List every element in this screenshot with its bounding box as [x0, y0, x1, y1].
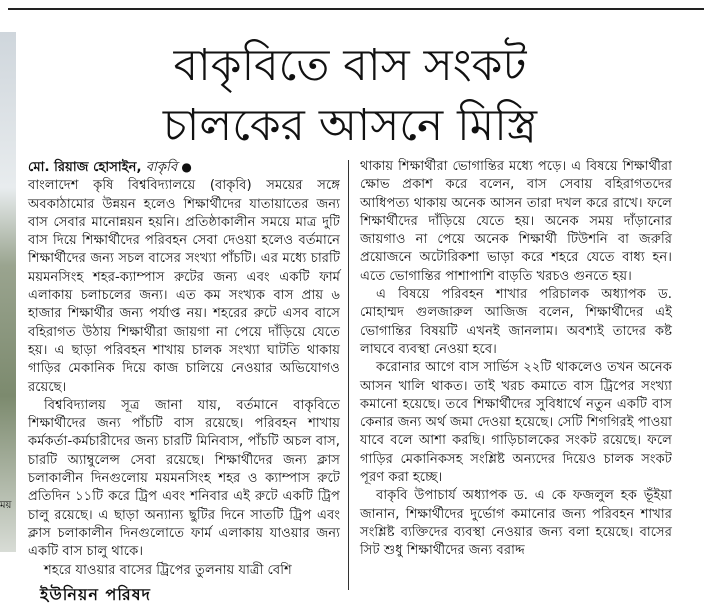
- right-paragraph-4: বাকৃবি উপাচার্য অধ্যাপক ড. এ কে ফজলুল হক ভূঁইয়া জানান, শিক্ষার্থীদের দুর্ভোগ কমানোর জন্য পরিবহন শাখার সংশ্লিষ্ট ব্যক্তিদের ব্যবস্থা নেওয়ার জন্য বলা হয়েছে। বাসের সিট শুধু শিক্ষার্থীদের জন্য বরাদ্দ: [360, 488, 672, 559]
- byline-dot-icon: ●: [181, 160, 192, 174]
- right-paragraph-2: এ বিষয়ে পরিবহন শাখার পরিচালক অধ্যাপক ড. মোহাম্মদ গুলজারুল আজিজ বলেন, শিক্ষার্থীদের এই ভোগান্তির বিষয়টি এখনই জানলাম। অবশ্যই তাদের কষ্ট লাঘবে ব্যবস্থা নেওয়া হবে।: [360, 287, 672, 357]
- top-rule: [8, 8, 704, 10]
- left-column: [28, 158, 340, 580]
- headline-line-2: চালকের আসনে মিস্ত্রি: [162, 100, 538, 151]
- photo-caption-fragment: ময়: [0, 500, 12, 511]
- byline-place: বাকৃবি: [145, 160, 178, 175]
- left-paragraph-2: বিশ্ববিদ্যালয় সূত্র জানা যায়, বর্তমানে বাকৃবিতে শিক্ষার্থীদের জন্য পাঁচটি বাস রয়েছে। পরিবহন শাখায় কর্মকর্তা-কর্মচারীদের জন্য চারটি মিনিবাস, পাঁচটি অচল বাস, চারটি অ্যাম্বুলেন্স সেবা রয়েছে। শিক্ষার্থীদের জন্য ক্লাস চলাকালীন দিনগুলোয় ময়মনসিংহ শহর ও ক্যাম্পাস রুটে প্রতিদিন ১১টি করে ট্রিপ এবং শনিবার এই রুটে একটি ট্রিপ চালু রয়েছে। এ ছাড়া অন্যান্য ছুটির দিনে সাতটি ট্রিপ এবং ক্লাস চলাকালীন দিনগুলোতে ফার্ম এলাকায় যাওয়ার জন্য একটি বাস চালু থাকে।: [28, 397, 340, 560]
- left-paragraph-1: বাংলাদেশ কৃষি বিশ্ববিদ্যালয়ে (বাকৃবি) সময়ের সঙ্গে অবকাঠামোর উন্নয়ন হলেও শিক্ষার্থীদের যাতায়াতের জন্য বাস সেবার মানোন্নয়ন হয়নি। প্রতিষ্ঠাকালীন সময়ে মাত্র দুটি বাস দিয়ে শিক্ষার্থীদের পরিবহন সেবা দেওয়া হলেও বর্তমানে শিক্ষার্থীদের জন্য সচল বাসের সংখ্যা পাঁচটি। এর মধ্যে চারটি ময়মনসিংহ শহর-ক্যাম্পাস রুটের জন্য এবং একটি ফার্ম এলাকায় চলাচলের জন্য। এত কম সংখ্যক বাস প্রায় ৬ হাজার শিক্ষার্থীর জন্য পর্যাপ্ত নয়। শহরের রুটে এসব বাসে বহিরাগত উঠায় শিক্ষার্থীরা জায়গা না পেয়ে দাঁড়িয়ে যেতে হয়। এ ছাড়া পরিবহন শাখায় চালক সংখ্যা ঘাটতি থাকায় গাড়ির মেকানিক দিয়ে কাজ চালিয়ে নেওয়ার অভিযোগও রয়েছে।: [28, 178, 340, 395]
- column-divider: [348, 160, 349, 590]
- right-paragraph-3: করোনার আগে বাস সার্ভিস ২২টি থাকলেও তখন অনেক আসন খালি থাকত। তাই খরচ কমাতে বাস ট্রিপের সংখ্যা কমানো হয়েছে। তবে শিক্ষার্থীদের সুবিধার্থে নতুন একটি বাস কেনার জন্য অর্থ জমা দেওয়া হয়েছে। সেটি শিগগিরই পাওয়া যাবে বলে আশা করছি। গাড়িচালকের সংকট রয়েছে। ফলে গাড়ির মেকানিকসহ সংশ্লিষ্ট অন্যদের দিয়েও চালক সংকট পূরণ করা হচ্ছে।: [360, 360, 672, 486]
- byline: [28, 158, 340, 177]
- headline-line-1: বাকৃবিতে বাস সংকট: [173, 40, 527, 91]
- left-paragraph-3: শহরে যাওয়ার বাসের ট্রিপের তুলনায় যাত্রী বেশি: [44, 562, 292, 578]
- cropped-photo: [0, 32, 16, 552]
- right-paragraph-1: থাকায় শিক্ষার্থীরা ভোগান্তির মধ্যে পড়ে। এ বিষয়ে শিক্ষার্থীরা ক্ষোভ প্রকাশ করে বলেন, বাস সেবায় বহিরাগতদের আধিপত্য থাকায় অনেক আসন তারা দখল করে রাখে। ফলে শিক্ষার্থীদের দাঁড়িয়ে যেতে হয়। অনেক সময় দাঁড়ানোর জায়গাও না পেয়ে অনেক শিক্ষার্থী টিউশনি বা জরুরি প্রয়োজনে অটোরিকশা ভাড়া করে শহরে যেতে বাধ্য হন। এতে ভোগান্তির পাশাপাশি বাড়তি খরচও গুনতে হয়।: [360, 159, 672, 284]
- right-column: [360, 158, 672, 561]
- bottom-headline-fragment: ইউনিয়ন পরিষদ: [40, 585, 151, 604]
- byline-author: মো. রিয়াজ হোসাইন,: [28, 160, 142, 175]
